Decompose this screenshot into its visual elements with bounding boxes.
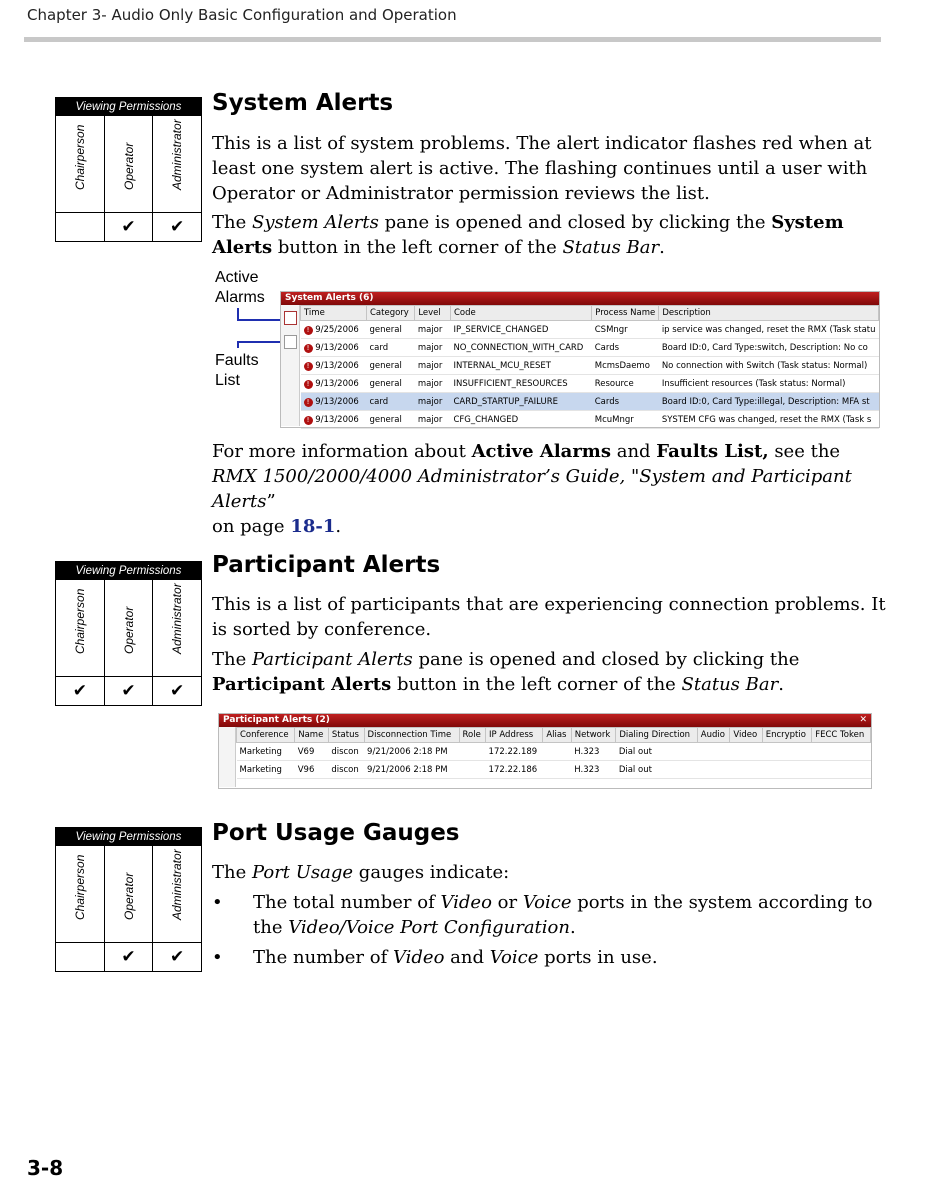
table-cell: Board ID:0, Card Type:illegal, Description: MFA st — [659, 393, 879, 411]
table-cell: Cards — [592, 339, 659, 357]
col-header[interactable]: Dialing Direction — [616, 728, 697, 743]
alerts-table — [300, 305, 879, 429]
table-cell: INTERNAL_MCU_RESET — [450, 357, 591, 375]
check-icon: ✔ — [105, 213, 154, 241]
table-cell: general — [367, 357, 415, 375]
table-cell: Marketing — [237, 761, 295, 779]
table-cell: major — [415, 411, 451, 429]
role-label: Operator — [121, 872, 136, 920]
col-header[interactable]: Disconnection Time — [364, 728, 459, 743]
col-header[interactable]: IP Address — [486, 728, 543, 743]
paragraph: The Participant Alerts pane is opened and closed by clicking the Participant Alerts button in the left corner of the Status Bar. — [212, 649, 800, 695]
viewing-permissions-table — [55, 561, 202, 706]
table-cell: general — [367, 375, 415, 393]
table-cell — [730, 761, 762, 779]
role-chairperson — [56, 846, 105, 942]
table-cell: IP_SERVICE_CHANGED — [450, 321, 591, 339]
table-cell — [697, 761, 730, 779]
table-row[interactable] — [301, 375, 879, 393]
bullet-marker: • — [212, 892, 223, 913]
chapter-header: Chapter 3- Audio Only Basic Configuration and Operation — [27, 6, 457, 24]
table-cell: ! 9/13/2006 — [301, 411, 367, 429]
role-label: Chairperson — [72, 854, 87, 920]
role-administrator — [153, 846, 201, 942]
paragraph: The Port Usage gauges indicate: — [212, 862, 510, 883]
role-administrator — [153, 116, 201, 212]
bullet-marker: • — [212, 947, 223, 968]
system-alerts-screenshot — [280, 291, 880, 428]
col-header[interactable]: Role — [459, 728, 486, 743]
bullet-item: • The number of Video and Voice ports in use. — [212, 947, 658, 968]
faults-list-icon[interactable] — [284, 335, 297, 349]
section-title: Port Usage Gauges — [212, 820, 460, 846]
paragraph: This is a list of participants that are experiencing connection problems. It is sorted by conference. — [212, 594, 886, 640]
col-header[interactable]: Process Name — [592, 306, 659, 321]
viewing-permissions-label: Viewing Permissions — [56, 828, 201, 846]
table-cell: Insufficient resources (Task status: Normal) — [659, 375, 879, 393]
table-row[interactable] — [301, 393, 879, 411]
table-cell: ! 9/13/2006 — [301, 339, 367, 357]
role-operator — [105, 580, 154, 676]
col-header[interactable]: Time — [301, 306, 367, 321]
col-header[interactable]: Description — [659, 306, 879, 321]
table-cell — [762, 743, 812, 761]
table-cell: V69 — [295, 743, 329, 761]
table-cell: ! 9/25/2006 — [301, 321, 367, 339]
table-cell: No connection with Switch (Task status: Normal) — [659, 357, 879, 375]
table-cell: major — [415, 357, 451, 375]
table-cell: H.323 — [571, 761, 616, 779]
pane-title-text: Participant Alerts (2) — [223, 715, 330, 725]
table-cell: 172.22.186 — [486, 761, 543, 779]
col-header[interactable]: Encryptio — [762, 728, 812, 743]
table-cell: discon — [328, 761, 364, 779]
table-row[interactable] — [301, 357, 879, 375]
role-chairperson — [56, 116, 105, 212]
table-cell: 172.22.189 — [486, 743, 543, 761]
table-cell: Dial out — [616, 761, 697, 779]
table-cell — [730, 743, 762, 761]
table-cell: H.323 — [571, 743, 616, 761]
alert-icon: ! — [304, 398, 313, 407]
pane-title — [219, 714, 871, 727]
role-label: Administrator — [170, 849, 185, 920]
active-alarms-icon[interactable] — [284, 311, 297, 325]
pane-side-toolbar — [219, 727, 236, 787]
table-cell — [459, 761, 486, 779]
alert-icon: ! — [304, 380, 313, 389]
section-title: System Alerts — [212, 90, 394, 116]
table-cell: ! 9/13/2006 — [301, 375, 367, 393]
table-cell: CARD_STARTUP_FAILURE — [450, 393, 591, 411]
col-header[interactable]: Code — [450, 306, 591, 321]
col-header[interactable]: FECC Token — [812, 728, 871, 743]
viewing-permissions-label: Viewing Permissions — [56, 98, 201, 116]
col-header[interactable]: Name — [295, 728, 329, 743]
table-cell: NO_CONNECTION_WITH_CARD — [450, 339, 591, 357]
section-title: Participant Alerts — [212, 552, 441, 578]
col-header[interactable]: Level — [415, 306, 451, 321]
table-cell — [812, 761, 871, 779]
role-label: Operator — [121, 606, 136, 654]
check-icon: ✔ — [56, 677, 105, 705]
viewing-permissions-table — [55, 97, 202, 242]
table-cell: V96 — [295, 761, 329, 779]
table-cell: 9/21/2006 2:18 PM — [364, 743, 459, 761]
pane-side-toolbar — [281, 305, 300, 426]
table-cell: major — [415, 321, 451, 339]
table-row[interactable] — [237, 761, 871, 779]
bullet-item: • The total number of Video or Voice ports in the system according to the Video/Voice Port Configuration. — [212, 892, 873, 938]
table-cell: major — [415, 375, 451, 393]
table-cell: ! 9/13/2006 — [301, 357, 367, 375]
col-header[interactable]: Audio — [697, 728, 730, 743]
table-cell: McuMngr — [592, 411, 659, 429]
table-cell: McmsDaemo — [592, 357, 659, 375]
table-cell: SYSTEM CFG was changed, reset the RMX (Task s — [659, 411, 879, 429]
table-cell: CSMngr — [592, 321, 659, 339]
table-cell: ip service was changed, reset the RMX (Task statu — [659, 321, 879, 339]
check-empty — [56, 943, 105, 971]
table-cell: CFG_CHANGED — [450, 411, 591, 429]
table-cell: general — [367, 321, 415, 339]
col-header[interactable]: Alias — [543, 728, 571, 743]
role-label: Chairperson — [72, 124, 87, 190]
table-cell: Cards — [592, 393, 659, 411]
check-icon: ✔ — [105, 677, 154, 705]
col-header[interactable]: Conference — [237, 728, 295, 743]
table-cell — [543, 743, 571, 761]
table-cell — [543, 761, 571, 779]
table-row[interactable] — [301, 411, 879, 429]
col-header[interactable]: Status — [328, 728, 364, 743]
role-chairperson — [56, 580, 105, 676]
header-rule — [24, 37, 881, 42]
participant-alerts-table — [236, 727, 871, 779]
table-cell: 9/21/2006 2:18 PM — [364, 761, 459, 779]
role-label: Administrator — [170, 583, 185, 654]
table-cell: major — [415, 339, 451, 357]
table-cell: Board ID:0, Card Type:switch, Description: No co — [659, 339, 879, 357]
alert-icon: ! — [304, 416, 313, 425]
participant-alerts-screenshot — [218, 713, 872, 789]
close-icon[interactable]: ✕ — [859, 715, 867, 725]
paragraph: This is a list of system problems. The alert indicator flashes red when at least one system alert is active. The flashing continues until a user with Operator or Administrator permission reviews the list. — [212, 133, 872, 204]
annotation-faults-list: Faults List — [215, 352, 259, 389]
table-cell: major — [415, 393, 451, 411]
table-row[interactable] — [237, 743, 871, 761]
table-cell: discon — [328, 743, 364, 761]
pane-title: System Alerts (6) — [281, 292, 879, 305]
annotation-active-alarms: Active Alarms — [215, 269, 265, 306]
table-cell — [762, 761, 812, 779]
table-row[interactable] — [301, 321, 879, 339]
check-empty — [56, 213, 105, 241]
table-cell — [459, 743, 486, 761]
page-link[interactable]: 18-1 — [290, 516, 336, 537]
check-icon: ✔ — [170, 947, 185, 966]
table-cell: Resource — [592, 375, 659, 393]
alert-icon: ! — [304, 344, 313, 353]
table-row[interactable] — [301, 339, 879, 357]
role-administrator — [153, 580, 201, 676]
table-cell: card — [367, 339, 415, 357]
table-cell: general — [367, 411, 415, 429]
check-icon: ✔ — [170, 217, 185, 236]
role-operator — [105, 846, 154, 942]
col-header[interactable]: Video — [730, 728, 762, 743]
alert-icon: ! — [304, 326, 313, 335]
viewing-permissions-label: Viewing Permissions — [56, 562, 201, 580]
role-label: Administrator — [170, 119, 185, 190]
check-icon: ✔ — [170, 681, 185, 700]
table-cell — [697, 743, 730, 761]
role-label: Operator — [121, 142, 136, 190]
table-cell: INSUFFICIENT_RESOURCES — [450, 375, 591, 393]
table-cell: Dial out — [616, 743, 697, 761]
table-cell: card — [367, 393, 415, 411]
role-operator — [105, 116, 154, 212]
page-number: 3-8 — [27, 1156, 64, 1180]
table-cell: Marketing — [237, 743, 295, 761]
table-cell: ! 9/13/2006 — [301, 393, 367, 411]
paragraph: The System Alerts pane is opened and closed by clicking the System Alerts button in the left corner of the Status Bar. — [212, 212, 844, 258]
col-header[interactable]: Category — [367, 306, 415, 321]
role-label: Chairperson — [72, 588, 87, 654]
table-cell — [812, 743, 871, 761]
col-header[interactable]: Network — [571, 728, 616, 743]
paragraph: For more information about Active Alarms and Faults List, see the RMX 1500/2000/4000 Administrator’s Guide, "System and Participant Alerts” on page 18-1. — [212, 441, 852, 537]
check-icon: ✔ — [105, 943, 154, 971]
viewing-permissions-table — [55, 827, 202, 972]
alert-icon: ! — [304, 362, 313, 371]
